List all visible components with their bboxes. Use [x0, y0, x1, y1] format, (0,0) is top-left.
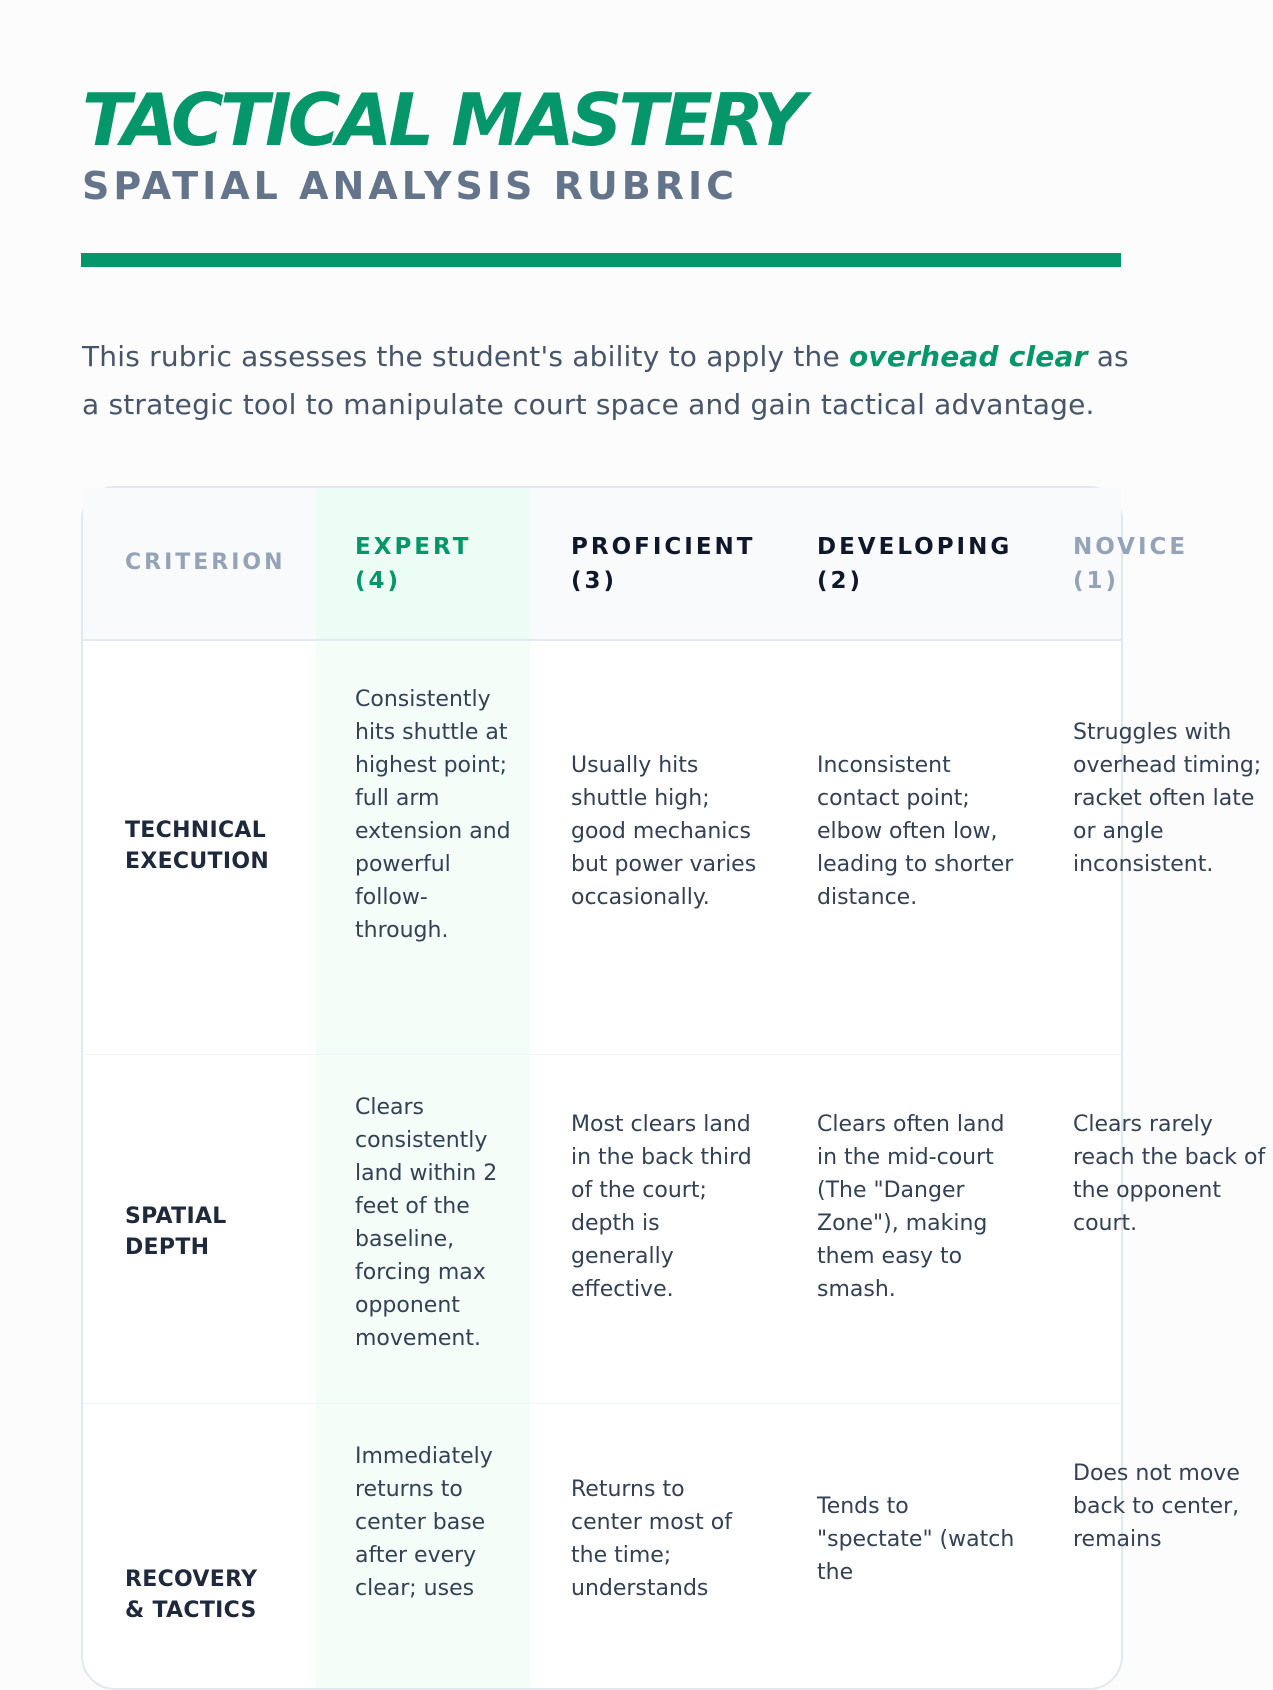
header-developing-label: DEVELOPING [817, 534, 1013, 560]
header-proficient-score: (3) [571, 568, 618, 594]
header-expert [355, 530, 471, 598]
header-criterion: CRITERION [125, 550, 286, 575]
header-proficient [571, 530, 755, 598]
page-subtitle: SPATIAL ANALYSIS RUBRIC [82, 164, 739, 208]
criterion-label-line2: DEPTH [125, 1235, 210, 1260]
cell-technical-expert: Consistently hits shuttle at highest point; full arm extension and powerful follow-through. [355, 687, 511, 943]
cell-technical-developing: Inconsistent contact point; elbow often low, leading to shorter distance. [817, 753, 1014, 910]
cell-technical-novice: Struggles with overhead timing; racket often late or angle inconsistent. [1073, 720, 1262, 877]
cell-spatial-novice: Clears rarely reach the back of the opponent court. [1073, 1112, 1266, 1236]
cell-recovery-proficient: Returns to center most of the time; understands [571, 1477, 732, 1601]
header-expert-label: EXPERT [355, 534, 472, 560]
cell-spatial-proficient: Most clears land in the back third of the court; depth is generally effective. [571, 1112, 752, 1302]
page-title: TACTICAL MASTERY [82, 78, 802, 162]
row-divider [83, 1054, 1121, 1055]
header-proficient-label: PROFICIENT [571, 534, 756, 560]
header-novice-score: (1) [1073, 568, 1120, 594]
criterion-technical-execution [125, 815, 295, 877]
intro-text-before: This rubric assesses the student's ability to apply the [82, 340, 849, 373]
cell-recovery-expert: Immediately returns to center base after every clear; uses [355, 1444, 493, 1601]
cell-spatial-developing: Clears often land in the mid-court (The "Danger Zone"), making them easy to smash. [817, 1112, 1005, 1302]
criterion-label-line1: TECHNICAL [125, 818, 267, 843]
row-divider [83, 1403, 1121, 1404]
cell-technical-proficient: Usually hits shuttle high; good mechanics but power varies occasionally. [571, 753, 757, 910]
header-novice [1073, 530, 1188, 598]
header-developing-score: (2) [817, 568, 864, 594]
criterion-label-line1: RECOVERY [125, 1567, 258, 1592]
title-divider [81, 253, 1121, 267]
intro-text-after: as a strategic tool to manipulate court space and gain tactical advantage. [82, 340, 1129, 421]
rubric-table [81, 486, 1266, 1690]
criterion-recovery-tactics [125, 1564, 295, 1626]
table-header-row [83, 488, 1189, 641]
cell-recovery-novice: Does not move back to center, remains [1073, 1461, 1240, 1552]
header-developing [817, 530, 1012, 598]
criterion-spatial-depth [125, 1201, 295, 1263]
criterion-label-line2: EXECUTION [125, 849, 270, 874]
cell-recovery-developing: Tends to "spectate" (watch the [817, 1494, 1015, 1585]
criterion-label-line2: & TACTICS [125, 1598, 257, 1623]
criterion-label-line1: SPATIAL [125, 1204, 227, 1229]
header-expert-score: (4) [355, 568, 402, 594]
intro-highlight: overhead clear [849, 340, 1088, 373]
header-novice-label: NOVICE [1073, 534, 1189, 560]
intro-paragraph [82, 333, 1142, 429]
cell-spatial-expert: Clears consistently land within 2 feet of the baseline, forcing max opponent movement. [355, 1095, 498, 1351]
